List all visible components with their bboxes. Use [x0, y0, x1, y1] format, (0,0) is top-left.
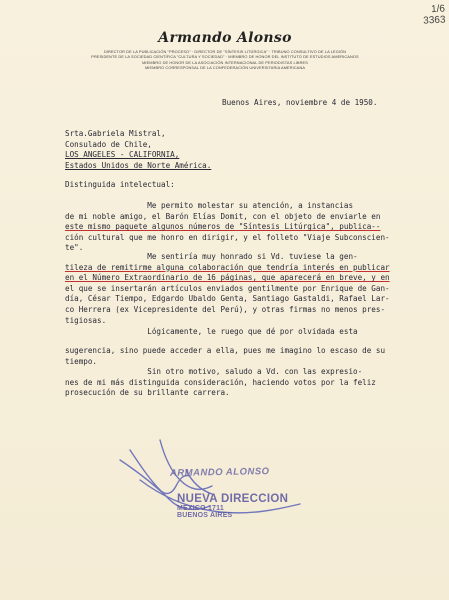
- paragraph-3: Lógicamente, le ruego que dé por olvidada esta: [65, 327, 358, 336]
- paragraph-line: Me permito molestar su atención, a instancias: [65, 201, 354, 210]
- paragraph-1: [65, 201, 390, 254]
- paragraph-line: el que se insertarán artículos enviados gentilmente por Enrique de Gan-: [65, 283, 390, 293]
- paragraph-line: prosecución de su brillante carrera.: [65, 388, 230, 398]
- paragraph-line: este mismo paquete algunos números de "Síntesis Litúrgica", publica--: [65, 222, 381, 232]
- address-stamp: [177, 493, 288, 519]
- paragraph-line: Sin otro motivo, saludo a Vd. con las expresio-: [65, 367, 363, 377]
- letter-date: Buenos Aires, noviembre 4 de 1950.: [222, 98, 378, 107]
- paragraph-line: nes de mi más distinguida consideración, haciendo votos por la feliz: [65, 377, 376, 387]
- archive-marks: [422, 3, 445, 26]
- recipient-name: Srta.Gabriela Mistral,: [65, 129, 166, 138]
- paragraph-line: de mi noble amigo, el Barón Elías Domit, con el objeto de enviarle en: [65, 211, 381, 221]
- paragraph-4: [65, 346, 385, 399]
- archive-mark-folio: 1/6: [430, 3, 445, 16]
- paragraph-line: Me sentiría muy honrado si Vd. tuviese la gen-: [65, 252, 358, 261]
- paragraph-line: te".: [65, 243, 84, 253]
- paragraph-2: [65, 252, 390, 326]
- recipient-country: Estados Unidos de Norte América.: [65, 160, 212, 170]
- archive-mark-number: 3363: [422, 14, 446, 27]
- paragraph-line: tiempo.: [65, 356, 98, 366]
- letterhead-credits: [60, 49, 390, 71]
- address-stamp-street: MEXICO 1711: [177, 505, 224, 512]
- letterhead-credit-line: MIEMBRO CORRESPONSAL DE LA CONFEDERACIÓN UNIVERSITARIA AMERICANA: [144, 65, 306, 71]
- letterhead: [60, 30, 390, 71]
- address-stamp-title: NUEVA DIRECCION: [177, 493, 289, 505]
- paragraph-line: sugerencia, sino puede acceder a ella, pues me imagino lo escaso de su: [65, 346, 386, 355]
- letterhead-name: Armando Alonso: [158, 30, 292, 46]
- recipient-address: [65, 129, 211, 171]
- paragraph-line: en el Número Extraordinario de 16 páginas, que aparecerá en breve, y en: [65, 273, 390, 283]
- paragraph-line: ción cultural que me honro en dirigir, y el folleto "Viaje Subconscien-: [65, 232, 390, 242]
- paragraph-line: día, César Tiempo, Edgardo Ubaldo Genta, Santiago Gastaldi, Rafael Lar-: [65, 294, 390, 304]
- letterhead-credit-line: MIEMBRO DE HONOR DE LA ASOCIACIÓN INTERNACIONAL DE PERIODISTAS LIBRES: [142, 59, 308, 65]
- salutation: Distinguida intelectual:: [65, 180, 175, 189]
- paragraph-line: tigiosas.: [65, 315, 107, 325]
- letterhead-credit-line: DIRECTOR DE LA PUBLICACIÓN "PROCESO" · DIRECTOR DE "SÍNTESIS LITÚRGICA" · TRIBUNO CONSULTIVO DE LA LEGIÓN: [103, 49, 347, 54]
- paragraph-line: tileza de remitirme alguna colaboración que tendría interés en publicar: [65, 262, 390, 272]
- address-stamp-city: BUENOS AIRES: [177, 512, 233, 519]
- name-stamp: ARMANDO ALONSO: [169, 466, 270, 479]
- recipient-institution: Consulado de Chile,: [65, 139, 152, 149]
- recipient-city: LOS ANGELES - CALIFORNIA,: [65, 150, 180, 160]
- letterhead-credit-line: PRESIDENTE DE LA SOCIEDAD CIENTÍFICA "CULTURA Y SOCIEDAD" · MIEMBRO DE HONOR DEL INSTITUTO DE ESTUDIOS AMERICANOS: [91, 54, 359, 60]
- paragraph-line: co Herrera (ex Vicepresidente del Perú), y otras firmas no menos pres-: [65, 304, 386, 314]
